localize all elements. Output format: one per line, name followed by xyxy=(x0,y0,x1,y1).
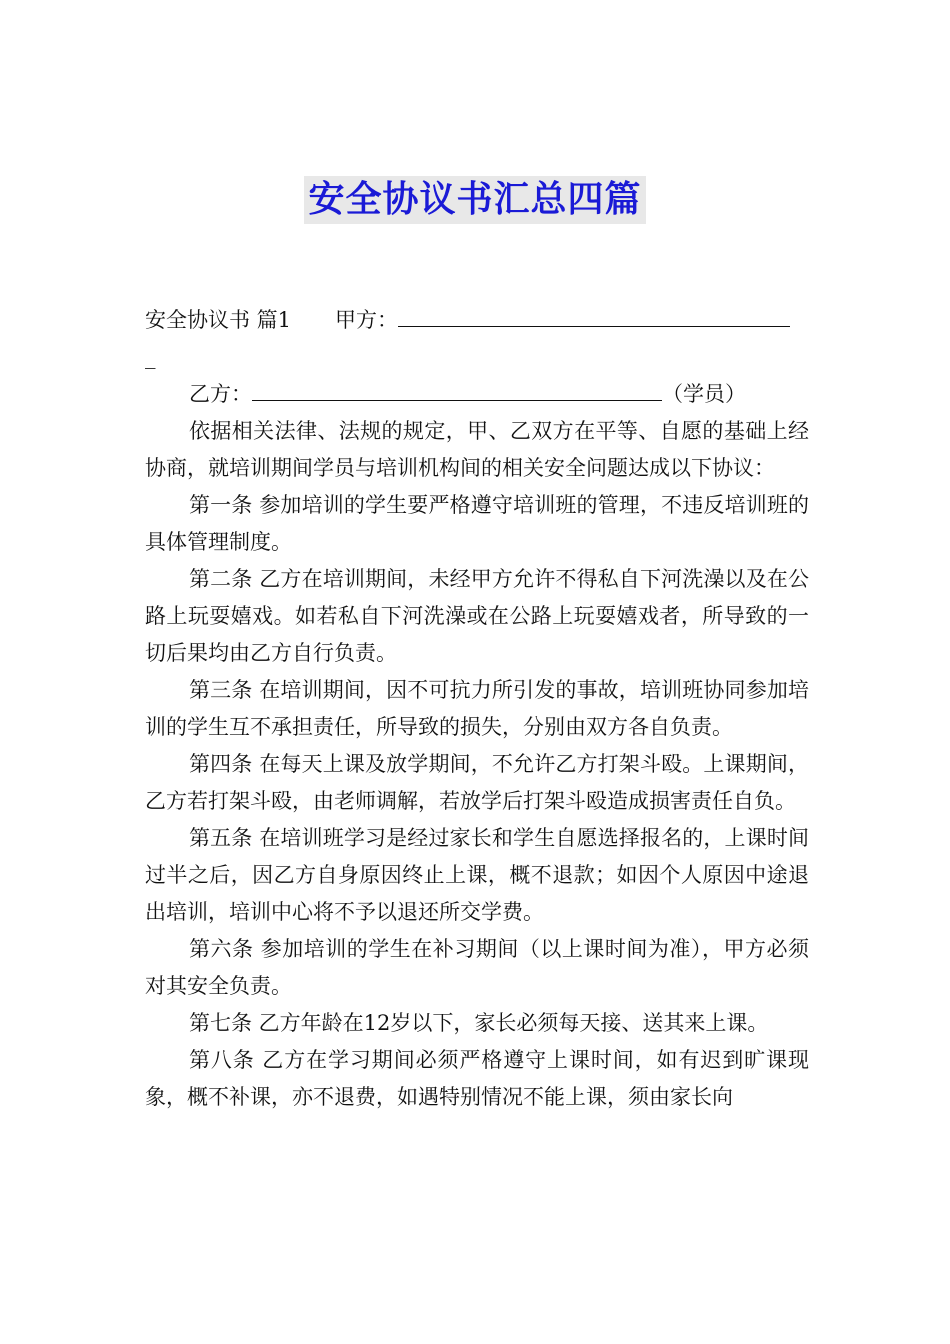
document-title: 安全协议书汇总四篇 xyxy=(304,176,645,224)
paragraph-article-5: 第五条 在培训班学习是经过家长和学生自愿选择报名的，上课时间过半之后，因乙方自身原因终止上课，概不退款；如因个人原因中途退出培训，培训中心将不予以退还所交学费。 xyxy=(145,826,809,924)
party-b-label: 乙方： xyxy=(189,382,252,406)
trailing-underscore-line xyxy=(145,339,809,376)
trailing-underscore: _ xyxy=(145,345,156,369)
party-a-blank xyxy=(398,302,790,327)
paragraph-preamble: 依据相关法律、法规的规定，甲、乙双方在平等、自愿的基础上经协商，就培训期间学员与培训机构间的相关安全问题达成以下协议： xyxy=(145,419,809,480)
section-label: 安全协议书 篇1 xyxy=(145,308,292,332)
paragraph-article-3: 第三条 在培训期间，因不可抗力所引发的事故，培训班协同参加培训的学生互不承担责任，所导致的损失，分别由双方各自负责。 xyxy=(145,678,809,739)
party-b-line xyxy=(145,376,809,413)
paragraph-article-4: 第四条 在每天上课及放学期间，不允许乙方打架斗殴。上课期间，乙方若打架斗殴，由老师调解，若放学后打架斗殴造成损害责任自负。 xyxy=(145,752,809,813)
party-a-label: 甲方： xyxy=(335,308,399,332)
document-body xyxy=(145,302,809,1116)
party-b-blank xyxy=(252,376,662,401)
paragraph-article-7: 第七条 乙方年龄在12岁以下，家长必须每天接、送其来上课。 xyxy=(189,1011,769,1035)
paragraph-article-8: 第八条 乙方在学习期间必须严格遵守上课时间，如有迟到旷课现象，概不补课，亦不退费，如遇特别情况不能上课，须由家长向 xyxy=(145,1048,809,1109)
paragraph-article-2: 第二条 乙方在培训期间，未经甲方允许不得私自下河洗澡以及在公路上玩耍嬉戏。如若私自下河洗澡或在公路上玩耍嬉戏者，所导致的一切后果均由乙方自行负责。 xyxy=(145,567,809,665)
party-b-suffix: （学员） xyxy=(662,382,746,406)
header-line xyxy=(145,302,809,339)
paragraph-article-1: 第一条 参加培训的学生要严格遵守培训班的管理，不违反培训班的具体管理制度。 xyxy=(145,493,809,554)
paragraph-article-6: 第六条 参加培训的学生在补习期间（以上课时间为准），甲方必须对其安全负责。 xyxy=(145,937,809,998)
title-container xyxy=(0,176,950,224)
